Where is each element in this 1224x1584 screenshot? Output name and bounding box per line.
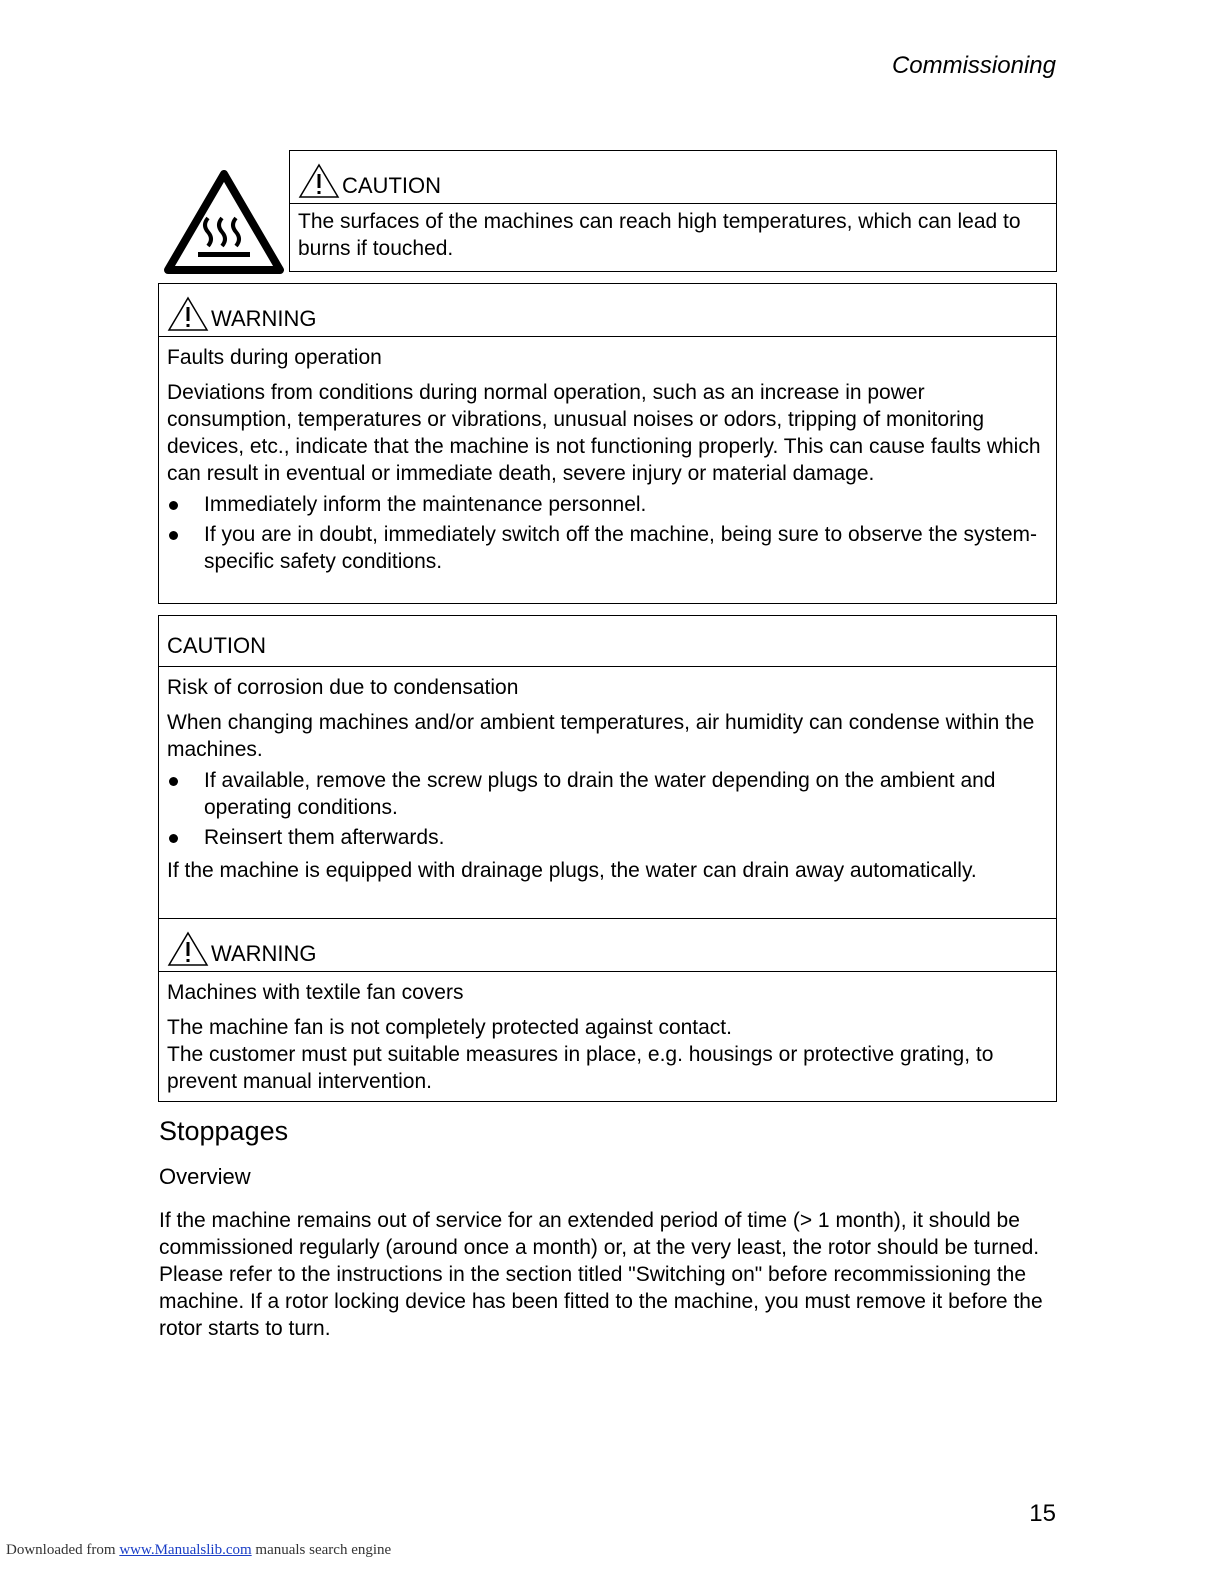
section-title: Commissioning bbox=[891, 52, 1056, 79]
footer-prefix: Downloaded from bbox=[6, 1542, 116, 1558]
warning-subhead: Machines with textile fan covers bbox=[167, 981, 464, 1004]
stoppages-text: If the machine remains out of service for an extended period of time (> 1 month), it should be commissioned regularly (around once a month) or, at the very least, the rotor should be turned. Please refer to the instructions in the section titled "Switching on" before recommissioning the machine. If a rotor locking device has been fitted to the machine, you must remove it before the rotor starts to turn. bbox=[159, 1209, 1043, 1340]
warning-fan-box bbox=[158, 918, 1057, 1102]
warning-triangle-icon bbox=[298, 163, 340, 199]
caution-text: When changing machines and/or ambient temperatures, air humidity can condense within the machines. bbox=[167, 711, 1035, 761]
bullet-icon bbox=[169, 501, 178, 510]
list-item: If you are in doubt, immediately switch off the machine, being sure to observe the system-specific safety conditions. bbox=[167, 521, 1048, 575]
warning-bullet-list bbox=[167, 491, 1048, 575]
caution-corrosion-box bbox=[158, 615, 1057, 919]
stoppages-heading: Stoppages bbox=[159, 1116, 289, 1146]
manualslib-link[interactable]: www.Manualslib.com bbox=[119, 1542, 252, 1558]
overview-heading: Overview bbox=[159, 1164, 251, 1189]
hot-surface-icon bbox=[164, 170, 284, 274]
warning-text-line2: The customer must put suitable measures in place, e.g. housings or protective grating, to prevent manual intervention. bbox=[167, 1043, 994, 1093]
caution-hot-text: The surfaces of the machines can reach high temperatures, which can lead to burns if touched. bbox=[298, 210, 1021, 260]
bullet-icon bbox=[169, 531, 178, 540]
caution-label: CAUTION bbox=[342, 173, 441, 198]
warning-triangle-icon bbox=[167, 931, 209, 967]
warning-label: WARNING bbox=[211, 306, 317, 331]
page-number: 15 bbox=[1029, 1500, 1056, 1527]
bullet-icon bbox=[169, 834, 178, 843]
warning-subhead: Faults during operation bbox=[167, 346, 382, 369]
caution-label: CAUTION bbox=[167, 633, 266, 658]
warning-triangle-icon bbox=[167, 296, 209, 332]
list-item: Immediately inform the maintenance personnel. bbox=[167, 491, 1048, 518]
bullet-icon bbox=[169, 777, 178, 786]
caution-hot-surface-box bbox=[289, 150, 1057, 272]
list-item: If available, remove the screw plugs to drain the water depending on the ambient and operating conditions. bbox=[167, 767, 1048, 821]
caution-subhead: Risk of corrosion due to condensation bbox=[167, 676, 519, 699]
warning-text-line1: The machine fan is not completely protected against contact. bbox=[167, 1016, 732, 1039]
caution-header bbox=[290, 151, 1056, 204]
warning-header bbox=[159, 919, 1056, 972]
caution-bullet-list bbox=[167, 767, 1048, 851]
warning-text: Deviations from conditions during normal operation, such as an increase in power consumption, temperatures or vibrations, unusual noises or odors, tripping of monitoring devices, etc., indicate that the machine is not functioning properly. This can cause faults which can result in eventual or immediate death, severe injury or material damage. bbox=[167, 381, 1041, 485]
footer-suffix: manuals search engine bbox=[255, 1542, 392, 1558]
caution-header bbox=[159, 616, 1056, 667]
warning-header bbox=[159, 284, 1056, 337]
warning-faults-box bbox=[158, 283, 1057, 604]
warning-label: WARNING bbox=[211, 941, 317, 966]
caution-footer-text: If the machine is equipped with drainage plugs, the water can drain away automatically. bbox=[167, 859, 977, 882]
list-item: Reinsert them afterwards. bbox=[167, 824, 1048, 851]
download-footer bbox=[6, 1542, 391, 1559]
